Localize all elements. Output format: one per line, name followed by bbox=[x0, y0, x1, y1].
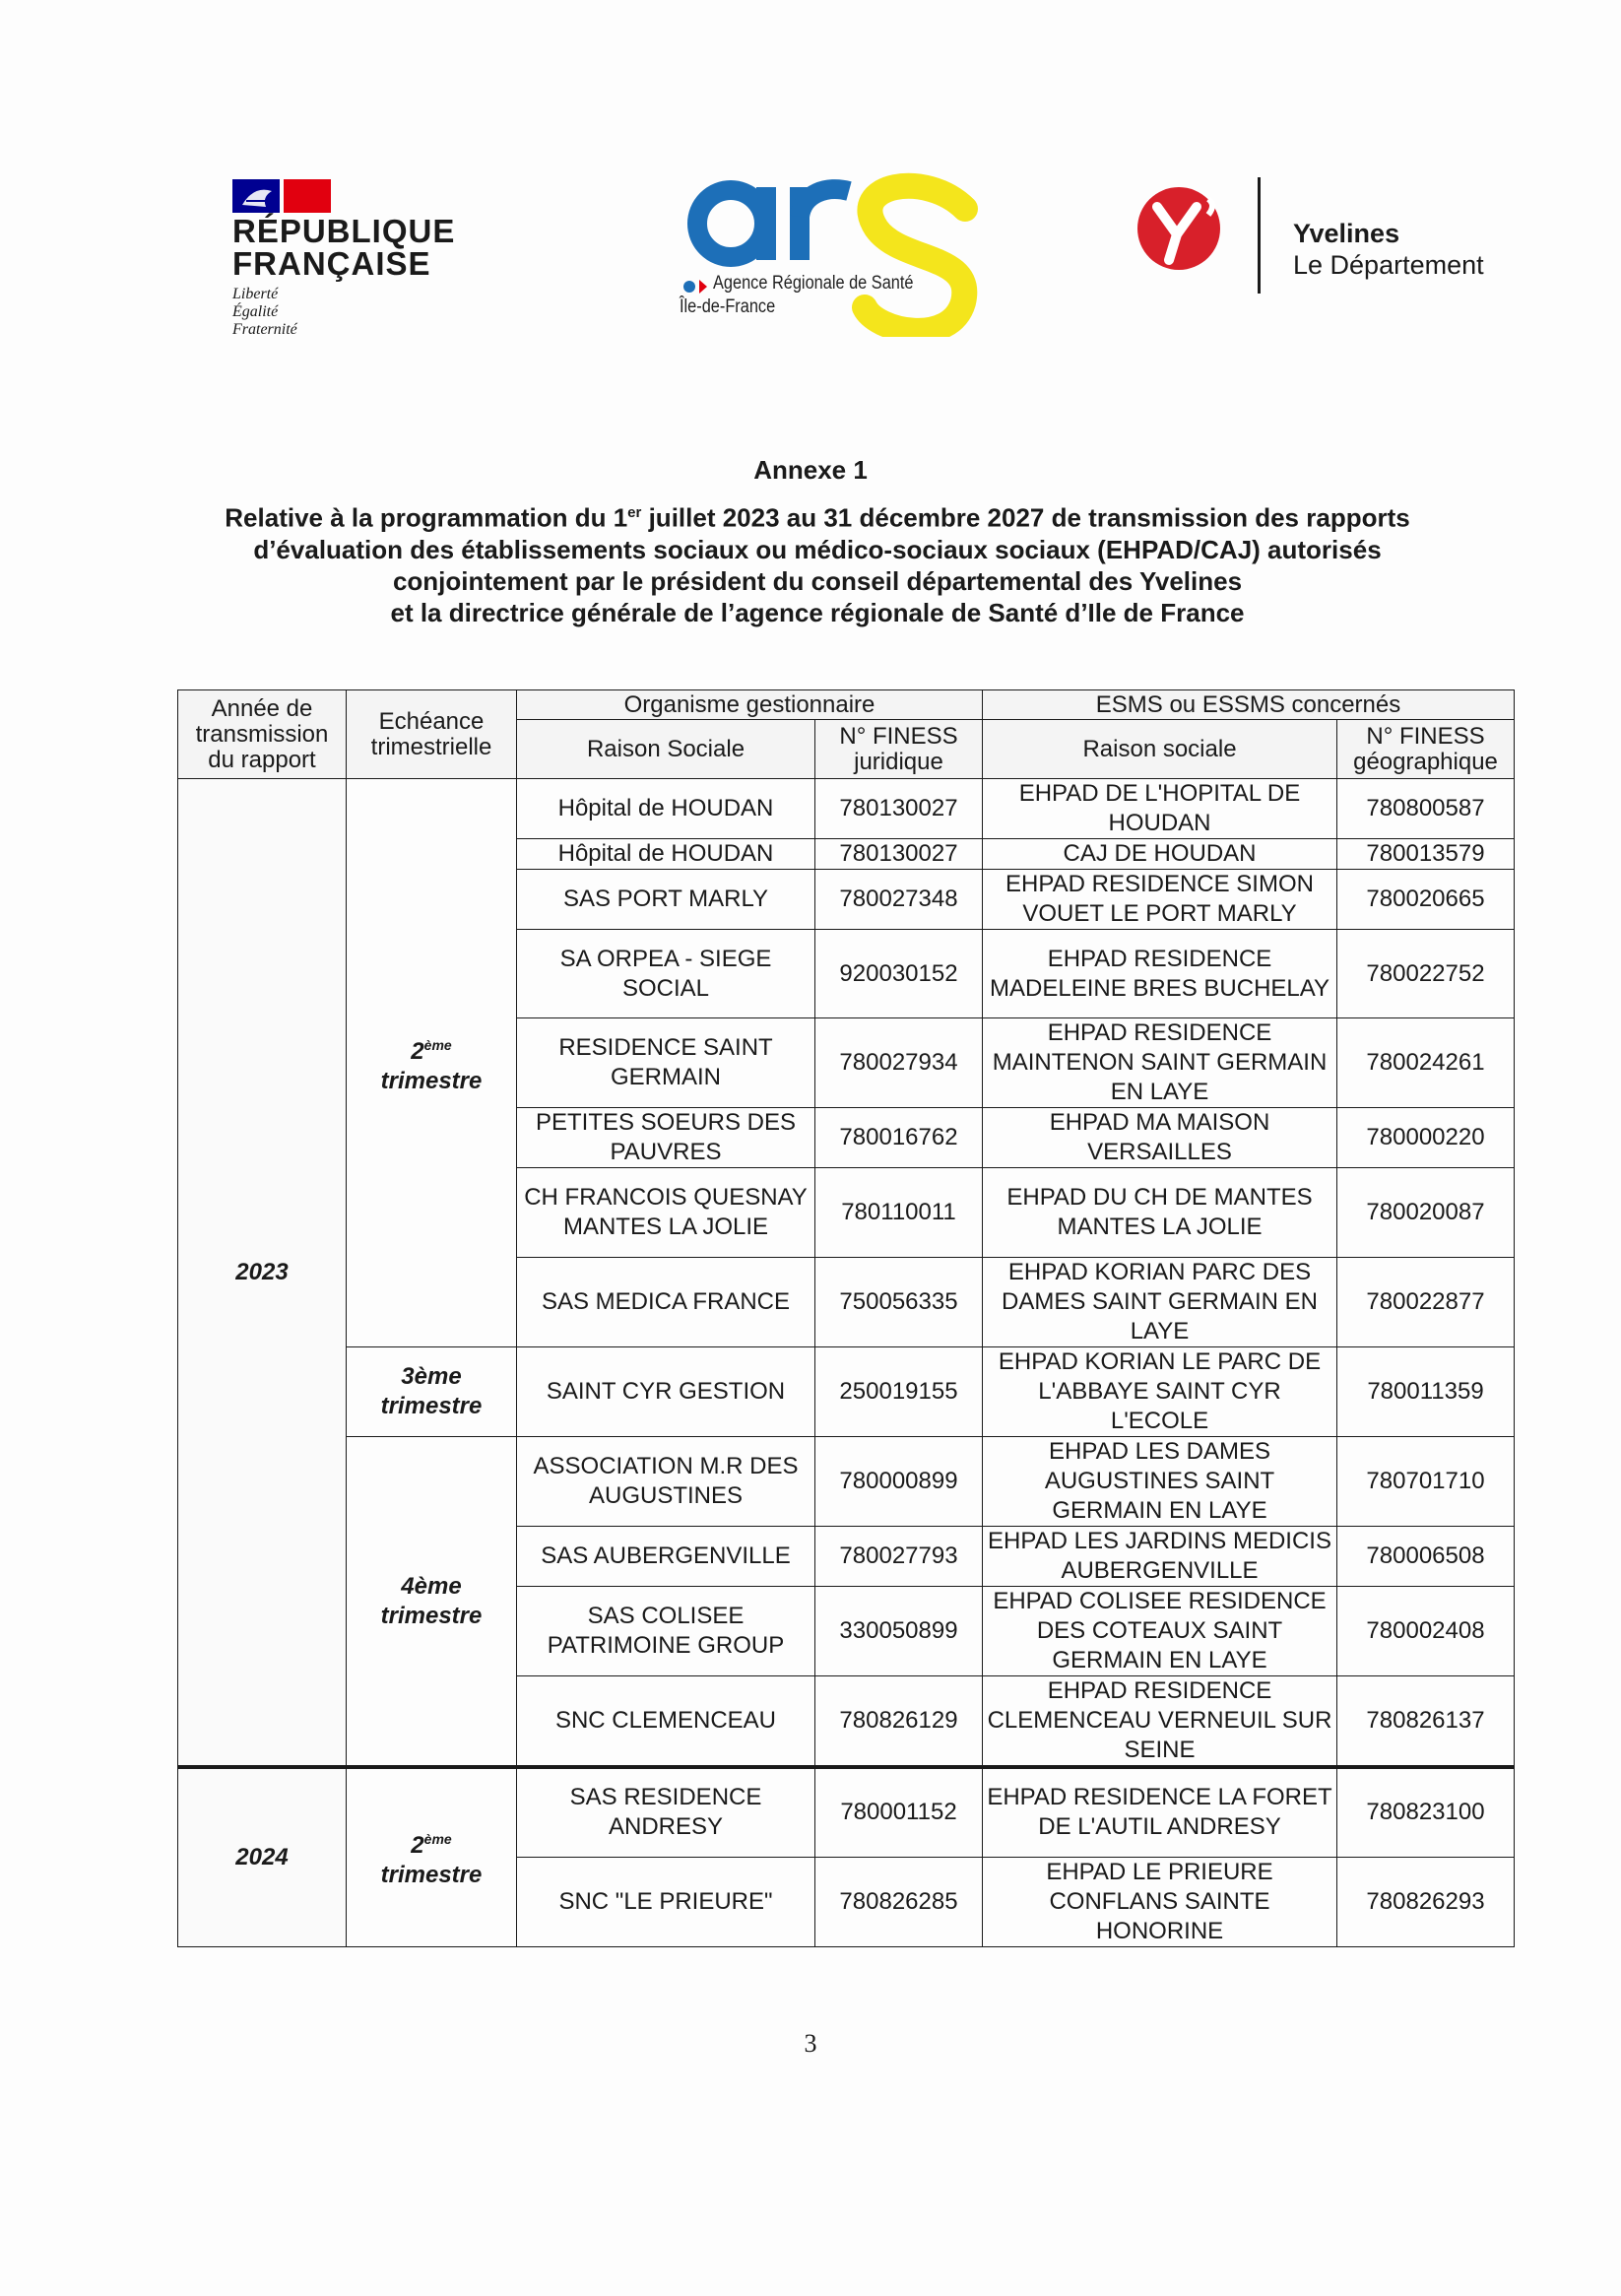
annexe-title: Annexe 1 bbox=[753, 455, 868, 485]
finess-geographique: 780011359 bbox=[1337, 1347, 1515, 1437]
esms-name: EHPAD RESIDENCE SIMON VOUET LE PORT MARLY bbox=[983, 870, 1337, 930]
table-row bbox=[178, 779, 1515, 839]
org-name: Hôpital de HOUDAN bbox=[517, 839, 815, 870]
yvelines-name: Yvelines bbox=[1293, 219, 1400, 248]
yvelines-subtitle: Le Département bbox=[1293, 250, 1484, 280]
org-name: SAINT CYR GESTION bbox=[517, 1347, 815, 1437]
finess-juridique: 780130027 bbox=[815, 839, 983, 870]
evaluation-schedule-table bbox=[177, 689, 1515, 1947]
finess-juridique: 780016762 bbox=[815, 1108, 983, 1168]
subtitle-line-1: Relative à la programmation du 1er juillet 2023 au 31 décembre 2027 de transmission des rapports bbox=[225, 502, 1410, 533]
header-raison-sociale-org: Raison Sociale bbox=[517, 720, 815, 779]
finess-juridique: 780001152 bbox=[815, 1767, 983, 1857]
org-name: PETITES SOEURS DES PAUVRES bbox=[517, 1108, 815, 1168]
finess-juridique: 780110011 bbox=[815, 1168, 983, 1258]
esms-name: EHPAD MA MAISON VERSAILLES bbox=[983, 1108, 1337, 1168]
finess-juridique: 250019155 bbox=[815, 1347, 983, 1437]
finess-geographique: 780006508 bbox=[1337, 1527, 1515, 1587]
document-subtitle bbox=[118, 497, 1517, 628]
esms-name: EHPAD COLISEE RESIDENCE DES COTEAUX SAINT GERMAIN EN LAYE bbox=[983, 1587, 1337, 1676]
quarter-cell-q2-2023: 2ème trimestre bbox=[347, 779, 517, 1347]
esms-name: EHPAD RESIDENCE LA FORET DE L'AUTIL ANDRESY bbox=[983, 1767, 1337, 1857]
finess-geographique: 780024261 bbox=[1337, 1018, 1515, 1108]
ars-logo bbox=[680, 169, 995, 337]
header-finess-geographique: N° FINESS géographique bbox=[1337, 720, 1515, 779]
org-name: SAS COLISEE PATRIMOINE GROUP bbox=[517, 1587, 815, 1676]
finess-geographique: 780000220 bbox=[1337, 1108, 1515, 1168]
quarter-cell-q2-2024: 2ème trimestre bbox=[347, 1767, 517, 1946]
subtitle-line-3: conjointement par le président du conseil départemental des Yvelines bbox=[392, 565, 1243, 596]
finess-geographique: 780022752 bbox=[1337, 930, 1515, 1018]
finess-juridique: 780826285 bbox=[815, 1857, 983, 1946]
yvelines-y-icon bbox=[1118, 169, 1246, 297]
finess-juridique: 780826129 bbox=[815, 1676, 983, 1768]
yvelines-logo bbox=[1118, 169, 1512, 297]
header-finess-juridique: N° FINESS juridique bbox=[815, 720, 983, 779]
rf-motto-fraternite: Fraternité bbox=[232, 321, 297, 338]
org-name: ASSOCIATION M.R DES AUGUSTINES bbox=[517, 1437, 815, 1527]
esms-name: CAJ DE HOUDAN bbox=[983, 839, 1337, 870]
table-row bbox=[178, 1437, 1515, 1527]
header-annee: Année de transmission du rapport bbox=[178, 690, 347, 779]
finess-geographique: 780002408 bbox=[1337, 1587, 1515, 1676]
ars-region-name: Île-de-France bbox=[680, 296, 776, 317]
finess-geographique: 780022877 bbox=[1337, 1258, 1515, 1347]
finess-juridique: 780027793 bbox=[815, 1527, 983, 1587]
esms-name: EHPAD RESIDENCE MADELEINE BRES BUCHELAY bbox=[983, 930, 1337, 1018]
esms-name: EHPAD LES JARDINS MEDICIS AUBERGENVILLE bbox=[983, 1527, 1337, 1587]
header-echeance: Echéance trimestrielle bbox=[347, 690, 517, 779]
yvelines-separator bbox=[1258, 177, 1261, 294]
finess-juridique: 780027934 bbox=[815, 1018, 983, 1108]
finess-geographique: 780013579 bbox=[1337, 839, 1515, 870]
header-organisme: Organisme gestionnaire bbox=[517, 690, 983, 720]
finess-juridique: 780000899 bbox=[815, 1437, 983, 1527]
org-name: SAS RESIDENCE ANDRESY bbox=[517, 1767, 815, 1857]
esms-name: EHPAD DU CH DE MANTES MANTES LA JOLIE bbox=[983, 1168, 1337, 1258]
rf-name-line1: RÉPUBLIQUE bbox=[232, 213, 456, 249]
quarter-cell-q3-2023: 3ème trimestre bbox=[347, 1347, 517, 1437]
finess-juridique: 920030152 bbox=[815, 930, 983, 1018]
rf-motto-egalite: Égalité bbox=[232, 303, 279, 320]
year-cell-2024: 2024 bbox=[178, 1767, 347, 1946]
org-name: SA ORPEA - SIEGE SOCIAL bbox=[517, 930, 815, 1018]
esms-name: EHPAD DE L'HOPITAL DE HOUDAN bbox=[983, 779, 1337, 839]
finess-juridique: 780027348 bbox=[815, 870, 983, 930]
org-name: CH FRANCOIS QUESNAY MANTES LA JOLIE bbox=[517, 1168, 815, 1258]
subtitle-line-2: d’évaluation des établissements sociaux ou médico-sociaux sociaux (EHPAD/CAJ) autorisés bbox=[253, 534, 1382, 564]
rf-motto-liberte: Liberté bbox=[232, 286, 279, 302]
rf-motto bbox=[232, 286, 508, 339]
esms-name: EHPAD LE PRIEURE CONFLANS SAINTE HONORINE bbox=[983, 1857, 1337, 1946]
ars-agency-name: Agence Régionale de Santé bbox=[713, 273, 914, 294]
org-name: Hôpital de HOUDAN bbox=[517, 779, 815, 839]
esms-name: EHPAD RESIDENCE CLEMENCEAU VERNEUIL SUR SEINE bbox=[983, 1676, 1337, 1768]
org-name: SAS AUBERGENVILLE bbox=[517, 1527, 815, 1587]
esms-name: EHPAD KORIAN PARC DES DAMES SAINT GERMAIN EN LAYE bbox=[983, 1258, 1337, 1347]
finess-geographique: 780823100 bbox=[1337, 1767, 1515, 1857]
page-number: 3 bbox=[804, 2029, 817, 2058]
finess-juridique: 330050899 bbox=[815, 1587, 983, 1676]
table-row bbox=[178, 1347, 1515, 1437]
org-name: SNC "LE PRIEURE" bbox=[517, 1857, 815, 1946]
finess-geographique: 780701710 bbox=[1337, 1437, 1515, 1527]
table-row bbox=[178, 1767, 1515, 1857]
org-name: RESIDENCE SAINT GERMAIN bbox=[517, 1018, 815, 1108]
finess-geographique: 780020087 bbox=[1337, 1168, 1515, 1258]
esms-name: EHPAD KORIAN LE PARC DE L'ABBAYE SAINT CYR L'ECOLE bbox=[983, 1347, 1337, 1437]
finess-geographique: 780826293 bbox=[1337, 1857, 1515, 1946]
org-name: SAS PORT MARLY bbox=[517, 870, 815, 930]
finess-juridique: 780130027 bbox=[815, 779, 983, 839]
republique-francaise-logo bbox=[232, 177, 508, 339]
esms-name: EHPAD LES DAMES AUGUSTINES SAINT GERMAIN EN LAYE bbox=[983, 1437, 1337, 1527]
year-cell-2023: 2023 bbox=[178, 779, 347, 1768]
org-name: SNC CLEMENCEAU bbox=[517, 1676, 815, 1768]
finess-juridique: 750056335 bbox=[815, 1258, 983, 1347]
finess-geographique: 780826137 bbox=[1337, 1676, 1515, 1768]
finess-geographique: 780020665 bbox=[1337, 870, 1515, 930]
quarter-cell-q4-2023: 4ème trimestre bbox=[347, 1437, 517, 1768]
marianne-icon bbox=[232, 177, 331, 215]
org-name: SAS MEDICA FRANCE bbox=[517, 1258, 815, 1347]
rf-name-line2: FRANÇAISE bbox=[232, 245, 431, 282]
finess-geographique: 780800587 bbox=[1337, 779, 1515, 839]
header-esms: ESMS ou ESSMS concernés bbox=[983, 690, 1515, 720]
header-raison-sociale-esms: Raison sociale bbox=[983, 720, 1337, 779]
esms-name: EHPAD RESIDENCE MAINTENON SAINT GERMAIN EN LAYE bbox=[983, 1018, 1337, 1108]
subtitle-line-4: et la directrice générale de l’agence régionale de Santé d’Ile de France bbox=[390, 597, 1245, 627]
